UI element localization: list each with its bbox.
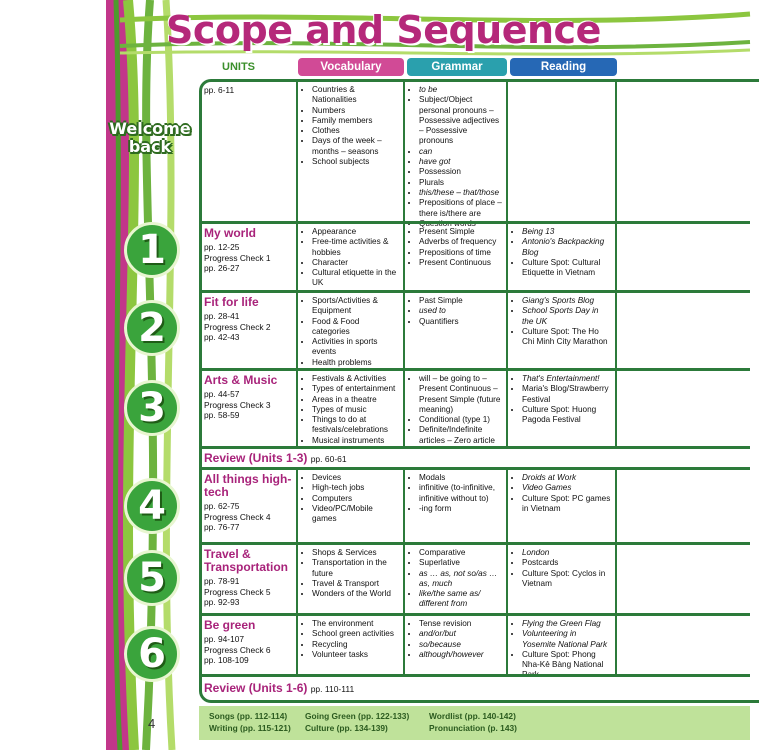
list-item: • used to — [419, 306, 502, 316]
list-item: • Volunteering in Yosemite National Park — [522, 629, 611, 650]
list-item: • Character — [312, 258, 399, 268]
list-item: • will – be going to – Present Continuous – Present Simple (future meaning) — [419, 374, 502, 415]
unit-5-number-badge: 5 — [124, 550, 180, 606]
list-item: • Culture Spot: Huong Pagoda Festival — [522, 405, 611, 426]
unit-5-vocab-cell — [298, 545, 405, 613]
unit-6-number-badge: 6 — [124, 626, 180, 682]
list-item: • Computers — [312, 494, 399, 504]
unit-5-cell — [200, 545, 298, 613]
unit-3-check-pages: pp. 58-59 — [204, 410, 240, 420]
list-item: • Shops & Services — [312, 548, 399, 558]
list-item: • School green activities — [312, 629, 399, 639]
list-item: • like/the same as/ different from — [419, 589, 502, 610]
list-item: • Present Simple — [419, 227, 502, 237]
unit-1-reading-list — [512, 227, 611, 278]
unit-4-number-badge: 4 — [124, 478, 180, 534]
unit-3-vocab-cell — [298, 371, 405, 446]
vocabulary-header-tab: Vocabulary — [298, 58, 404, 76]
list-item: • Culture Spot: Cyclos in Vietnam — [522, 569, 611, 590]
unit-3-cell — [200, 371, 298, 446]
unit-2-check-pages: pp. 42-43 — [204, 332, 240, 342]
list-item: • Maria's Blog/Strawberry Festival — [522, 384, 611, 405]
list-item: • Past Simple — [419, 296, 502, 306]
row-divider — [200, 446, 750, 449]
unit-6-cell — [200, 616, 298, 674]
list-item: • Culture Spot: Phong Nha-Kẻ Bàng National — [522, 650, 611, 681]
review-2-pages: pp. 110-111 — [310, 684, 355, 694]
unit-2-extra-cell — [617, 293, 750, 368]
list-item: • Droids at Work — [522, 473, 611, 483]
unit-5-progress-check: Progress Check 5 — [204, 586, 271, 597]
unit-2-pages: pp. 28-41 — [204, 311, 240, 321]
unit-4-grammar-cell — [405, 470, 508, 542]
unit-1-pages: pp. 12-25 — [204, 242, 240, 252]
unit-2-grammar-list — [409, 296, 502, 327]
list-item: • Areas in a theatre — [312, 395, 399, 405]
list-item: • Plurals — [419, 178, 502, 188]
list-item: • Flying the Green Flag — [522, 619, 611, 629]
units-header: UNITS — [222, 61, 255, 73]
review-2-label: Review (Units 1-6) — [204, 681, 308, 695]
grammar-header-tab: Grammar — [407, 58, 507, 76]
footer-songs: Songs (pp. 112-114) — [209, 711, 288, 721]
reading-header-tab: Reading — [510, 58, 617, 76]
list-item: • -ing form — [419, 504, 502, 514]
list-item: • Subject/Object personal pronouns – Possessive adjectives – Possessive pronouns — [419, 95, 502, 146]
list-item: • Types of music — [312, 405, 399, 415]
footer-pronunciation: Pronunciation (p. 143) — [429, 723, 517, 733]
list-item: • High-tech jobs — [312, 483, 399, 493]
unit-2-vocab-list — [302, 296, 399, 368]
list-item: • Festivals & Activities — [312, 374, 399, 384]
unit-2-progress-check: Progress Check 2 — [204, 321, 271, 332]
list-item: • Being 13 — [522, 227, 611, 237]
list-item: • The environment — [312, 619, 399, 629]
list-item: • Activities in sports events — [312, 337, 399, 358]
list-item: • Video Games — [522, 483, 611, 493]
unit-2-number-badge: 2 — [124, 300, 180, 356]
list-item: • Postcards — [522, 558, 611, 568]
unit-5-vocab-list — [302, 548, 399, 599]
list-item: • Countries & Nationalities — [312, 85, 399, 106]
unit-6-vocab-list — [302, 619, 399, 660]
unit-2-reading-cell — [508, 293, 617, 368]
unit-6-extra-cell — [617, 616, 750, 674]
welcome-vocab-cell — [298, 82, 405, 221]
unit-1-title: My world — [204, 226, 257, 240]
unit-1-reading-cell — [508, 224, 617, 290]
list-item: • as … as, not so/as … as, much — [419, 569, 502, 590]
list-item: • can — [419, 147, 502, 157]
unit-4-extra-cell — [617, 470, 750, 542]
list-item: • Definite/Indefinite articles – Zero article — [419, 425, 502, 446]
unit-1-grammar-cell — [405, 224, 508, 290]
list-item: • Recycling — [312, 640, 399, 650]
unit-6-reading-list — [512, 619, 611, 681]
list-item: • this/these – that/those — [419, 188, 502, 198]
list-item: • Musical instruments — [312, 436, 399, 446]
list-item: • Quantifiers — [419, 317, 502, 327]
unit-6-grammar-cell — [405, 616, 508, 674]
unit-5-extra-cell — [617, 545, 750, 613]
list-item: • Prepositions of time — [419, 248, 502, 258]
list-item: • Cultural etiquette in the UK — [312, 268, 399, 289]
unit-1-cell — [200, 224, 298, 290]
row-divider — [200, 674, 750, 677]
unit-2-vocab-cell — [298, 293, 405, 368]
unit-1-grammar-list — [409, 227, 502, 268]
unit-3-grammar-list — [409, 374, 502, 446]
unit-4-grammar-list — [409, 473, 502, 514]
list-item: • Comparative — [419, 548, 502, 558]
unit-6-progress-check: Progress Check 6 — [204, 644, 271, 655]
unit-6-title: Be green — [204, 618, 256, 632]
unit-2-reading-list — [512, 296, 611, 347]
list-item: • have got — [419, 157, 502, 167]
welcome-unit-cell — [200, 82, 298, 221]
list-item: • Free-time activities & hobbies — [312, 237, 399, 258]
unit-4-reading-cell — [508, 470, 617, 542]
unit-4-cell — [200, 470, 298, 542]
footer-writing: Writing (pp. 115-121) — [209, 723, 291, 733]
footer-going-green: Going Green (pp. 122-133) — [305, 711, 410, 721]
unit-1-number-badge: 1 — [124, 222, 180, 278]
review-1-label: Review (Units 1-3) — [204, 451, 308, 465]
list-item: • to be — [419, 85, 502, 95]
list-item: • Superlative — [419, 558, 502, 568]
unit-3-pages: pp. 44-57 — [204, 389, 240, 399]
list-item: • Days of the week – months – seasons — [312, 136, 399, 157]
list-item: • Prepositions of place – there is/there are — [419, 198, 502, 219]
unit-4-progress-check: Progress Check 4 — [204, 511, 271, 522]
welcome-grammar-cell — [405, 82, 508, 221]
list-item: • School subjects — [312, 157, 399, 167]
unit-5-reading-cell — [508, 545, 617, 613]
list-item: • infinitive (to-infinitive, infinitive without to) — [419, 483, 502, 504]
unit-3-vocab-list — [302, 374, 399, 446]
unit-1-vocab-cell — [298, 224, 405, 290]
page-title: Scope and Sequence — [166, 8, 601, 52]
page-number: 4 — [148, 716, 156, 731]
unit-6-grammar-list — [409, 619, 502, 660]
list-item: • Transportation in the future — [312, 558, 399, 579]
welcome-pages: pp. 6-11 — [204, 85, 235, 95]
review-1-pages: pp. 60-61 — [310, 454, 347, 464]
list-item: • Possession — [419, 167, 502, 177]
review-units-1-3 — [204, 451, 347, 465]
unit-6-reading-cell — [508, 616, 617, 674]
unit-2-cell — [200, 293, 298, 368]
unit-1-progress-check: Progress Check 1 — [204, 252, 271, 263]
unit-4-pages: pp. 62-75 — [204, 501, 240, 511]
list-item: • School Sports Day in the UK — [522, 306, 611, 327]
unit-3-title: Arts & Music — [204, 373, 278, 387]
unit-1-vocab-list — [302, 227, 399, 289]
unit-6-check-pages: pp. 108-109 — [204, 655, 249, 665]
footer-wordlist: Wordlist (pp. 140-142) — [429, 711, 516, 721]
unit-5-reading-list — [512, 548, 611, 589]
list-item: • Modals — [419, 473, 502, 483]
list-item: • Sports/Activities & Equipment — [312, 296, 399, 317]
unit-2-grammar-cell — [405, 293, 508, 368]
list-item: • Culture Spot: PC games in Vietnam — [522, 494, 611, 515]
appendix-footer — [199, 706, 750, 740]
unit-3-grammar-cell — [405, 371, 508, 446]
list-item: • Culture Spot: The Ho Chi Minh City Marathon — [522, 327, 611, 348]
welcome-reading-cell — [508, 82, 617, 221]
list-item: • Wonders of the World — [312, 589, 399, 599]
unit-2-title: Fit for life — [204, 295, 259, 309]
list-item: • Conditional (type 1) — [419, 415, 502, 425]
list-item: • Appearance — [312, 227, 399, 237]
list-item: • Present Continuous — [419, 258, 502, 268]
unit-1-check-pages: pp. 26-27 — [204, 263, 240, 273]
list-item: • That's Entertainment! — [522, 374, 611, 384]
unit-3-reading-cell — [508, 371, 617, 446]
unit-4-check-pages: pp. 76-77 — [204, 522, 240, 532]
list-item: • Travel & Transport — [312, 579, 399, 589]
unit-5-grammar-cell — [405, 545, 508, 613]
list-item: • Devices — [312, 473, 399, 483]
unit-3-progress-check: Progress Check 3 — [204, 399, 271, 410]
unit-4-title: All things high-tech — [204, 472, 292, 499]
list-item: • Video/PC/Mobile games — [312, 504, 399, 525]
unit-5-pages: pp. 78-91 — [204, 576, 240, 586]
unit-6-vocab-cell — [298, 616, 405, 674]
welcome-grammar-list — [409, 85, 502, 229]
list-item: • Family members — [312, 116, 399, 126]
unit-5-check-pages: pp. 92-93 — [204, 597, 240, 607]
unit-5-grammar-list — [409, 548, 502, 610]
unit-3-number-badge: 3 — [124, 380, 180, 436]
welcome-back-badge: Welcome back — [109, 119, 191, 156]
list-item: • so/because — [419, 640, 502, 650]
unit-4-vocab-list — [302, 473, 399, 524]
list-item: • Giang's Sports Blog — [522, 296, 611, 306]
list-item: • Types of entertainment — [312, 384, 399, 394]
list-item: • Food & Food categories — [312, 317, 399, 338]
unit-6-pages: pp. 94-107 — [204, 634, 245, 644]
list-item: • Adverbs of frequency — [419, 237, 502, 247]
unit-5-title: Travel & Transportation — [204, 547, 289, 574]
unit-3-extra-cell — [617, 371, 750, 446]
list-item: • Culture Spot: Cultural Etiquette in Vietnam — [522, 258, 611, 279]
review-units-1-6 — [204, 681, 354, 695]
list-item: • Things to do at festivals/celebrations — [312, 415, 399, 436]
unit-4-vocab-cell — [298, 470, 405, 542]
list-item: • Volunteer tasks — [312, 650, 399, 660]
unit-1-extra-cell — [617, 224, 750, 290]
welcome-extra-cell — [617, 82, 750, 221]
footer-culture: Culture (pp. 134-139) — [305, 723, 388, 733]
list-item: • Clothes — [312, 126, 399, 136]
list-item: • Tense revision — [419, 619, 502, 629]
list-item: • Numbers — [312, 106, 399, 116]
list-item: • although/however — [419, 650, 502, 660]
list-item: • Health problems — [312, 358, 399, 368]
welcome-vocab-list — [302, 85, 399, 167]
unit-3-reading-list — [512, 374, 611, 425]
list-item: • and/or/but — [419, 629, 502, 639]
list-item: • Antonio's Backpacking Blog — [522, 237, 611, 258]
unit-4-reading-list — [512, 473, 611, 514]
list-item: • London — [522, 548, 611, 558]
